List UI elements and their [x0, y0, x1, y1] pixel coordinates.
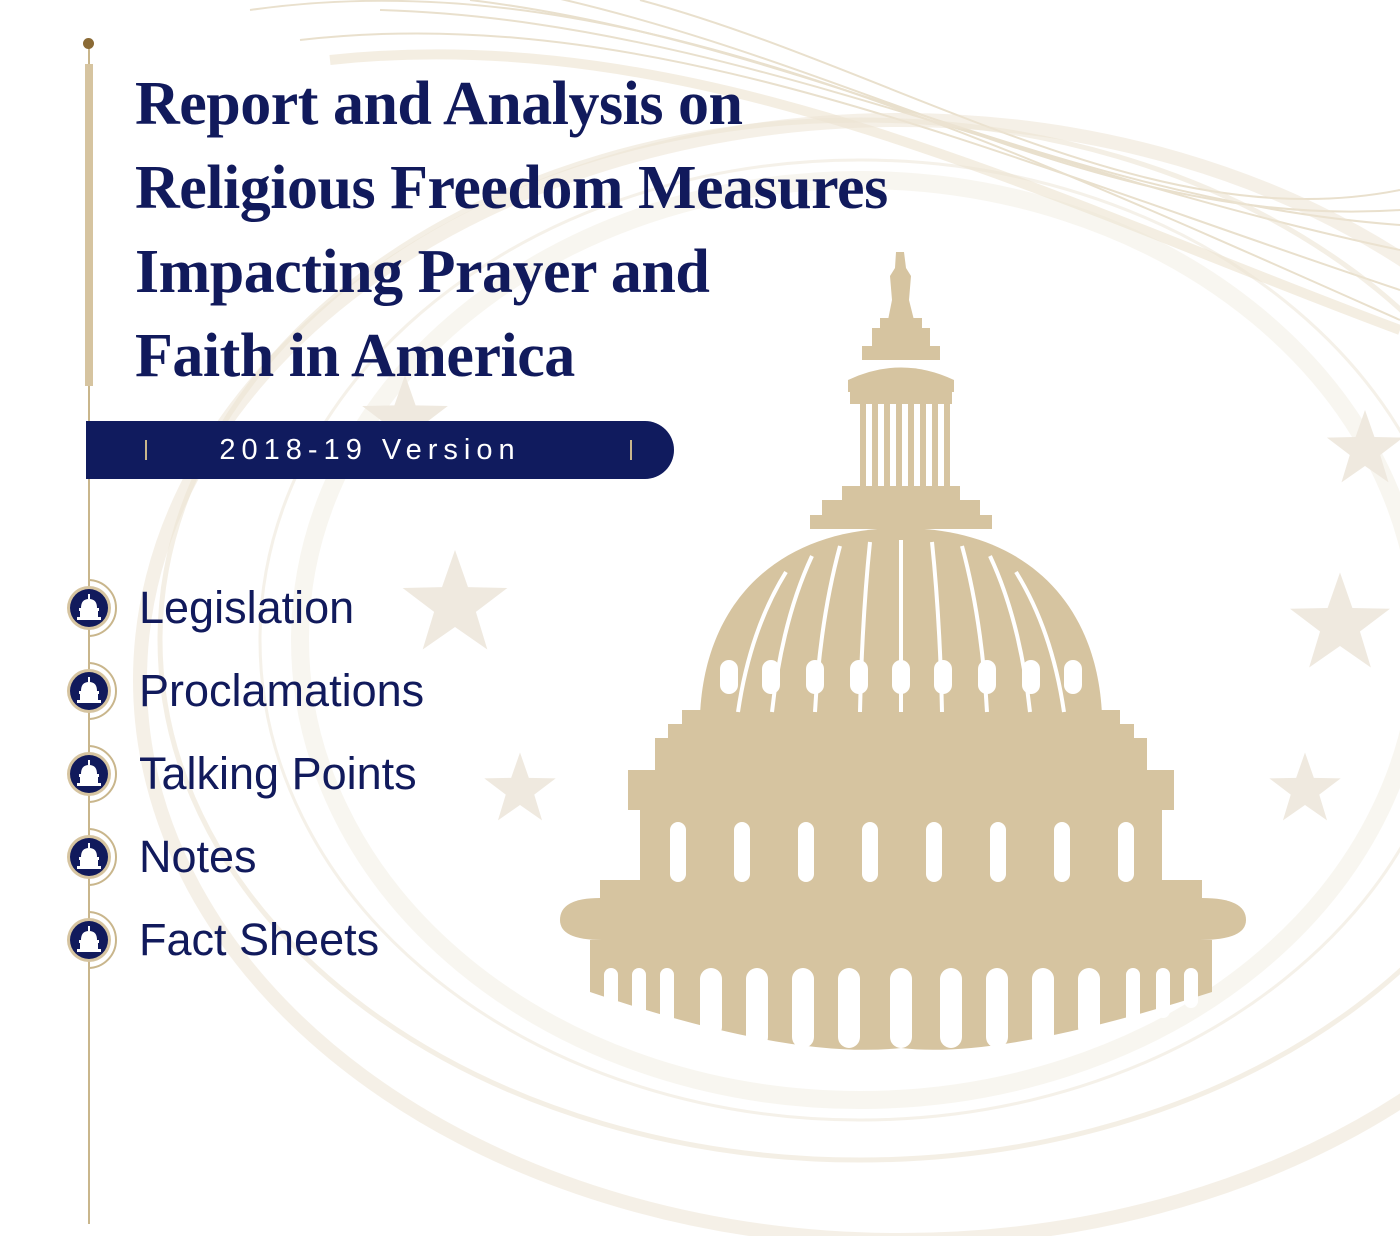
- capitol-dome-icon: [66, 907, 122, 973]
- capitol-dome-icon: [66, 824, 122, 890]
- title-line: Religious Freedom Measures: [135, 154, 888, 222]
- list-item-talking-points: [66, 741, 586, 824]
- capitol-dome-icon: [66, 741, 122, 807]
- title-accent-bar: [85, 64, 93, 386]
- list-item-proclamations: [66, 658, 586, 741]
- list-item-label: Notes: [139, 831, 257, 882]
- timeline-dot: [83, 38, 94, 49]
- list-item-legislation: [66, 575, 586, 658]
- list-item-label: Legislation: [139, 582, 355, 633]
- list-item-fact-sheets: [66, 907, 586, 990]
- version-label: 2018-19 Version: [219, 434, 521, 466]
- contents-list: [66, 575, 586, 990]
- list-item-notes: [66, 824, 586, 907]
- list-item-label: Proclamations: [139, 665, 425, 716]
- list-item-label: Fact Sheets: [139, 914, 380, 965]
- title-line: Faith in America: [135, 322, 575, 390]
- list-item-label: Talking Points: [139, 748, 417, 799]
- capitol-dome-icon: [66, 575, 122, 641]
- capitol-dome-icon: [66, 658, 122, 724]
- document-title: [135, 62, 1065, 398]
- title-line: Impacting Prayer and: [135, 238, 710, 306]
- divider: [630, 440, 632, 460]
- version-banner: [86, 421, 674, 479]
- title-line: Report and Analysis on: [135, 70, 743, 138]
